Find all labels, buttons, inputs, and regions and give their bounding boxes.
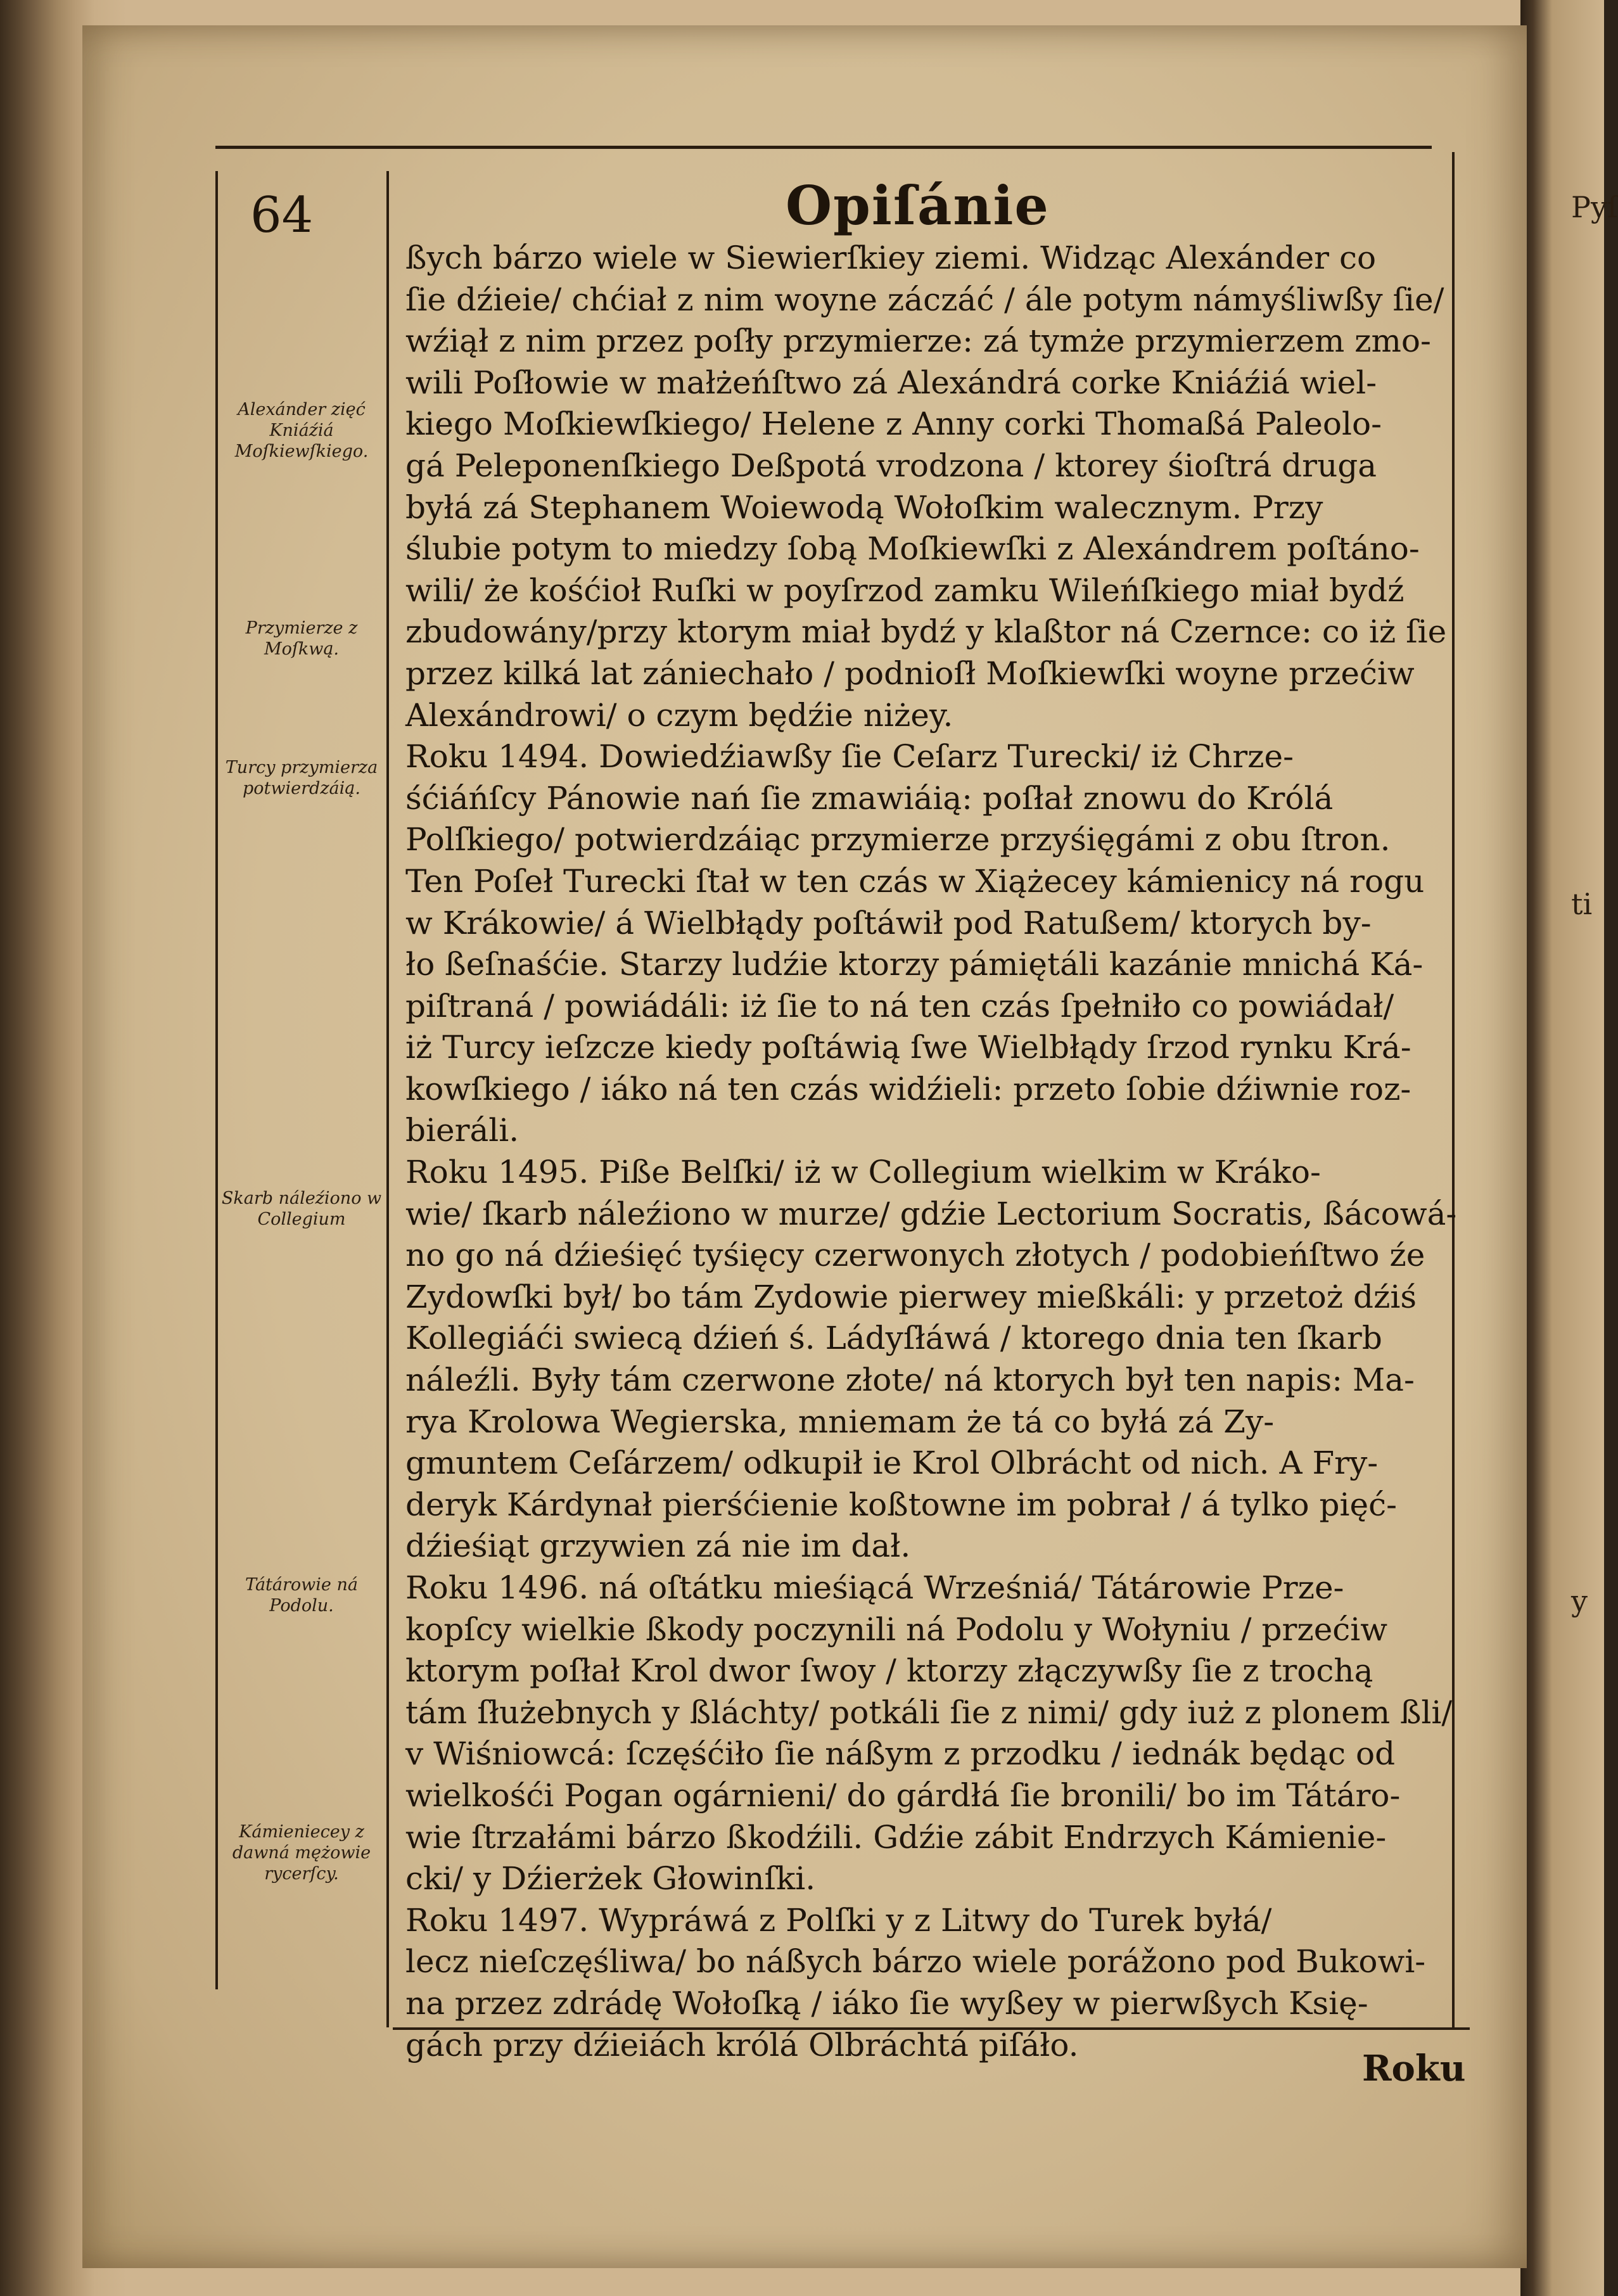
text-line: Roku 1496. ná oſtátku mieśiącá Wrześniá/ Tátárowie Prze- [405, 1569, 1344, 1606]
text-line: ślubie potym to miedzy ſobą Moſkiewſki z Alexándrem poſtáno- [405, 530, 1420, 568]
text-line: Ten Poſeł Turecki ſtał w ten czás w Xiążecey kámienicy ná rogu [405, 862, 1425, 900]
margin-note: Kámieniecey z dawná mężowie rycerſcy. [232, 1822, 371, 1884]
text-line: cki/ y Dźierżek Głowinſki. [405, 1860, 816, 1897]
text-line: lecz nieſczęśliwa/ bo náßych bárzo wiele porážono pod Bukowi- [405, 1943, 1426, 1980]
text-line: gmuntem Ceſárzem/ odkupił ie Krol Olbrácht od nich. A Fry- [405, 1445, 1379, 1482]
text-line: gá Peleponenſkiego Deßpotá vrodzona / ktorey śioſtrá druga [405, 447, 1377, 484]
margin-note: Alexánder zięć Kniáźiá Moſkiewſkiego. [234, 400, 369, 461]
page-number: 64 [250, 187, 314, 244]
text-line: rya Krolowa Wegierska, mniemam że tá co byłá zá Zy- [405, 1403, 1275, 1440]
text-line: kiego Moſkiewſkiego/ Helene z Anny corki Thomaßá Paleolo- [405, 405, 1382, 443]
top-rule [215, 146, 1432, 149]
text-line: deryk Kárdynał pierśćienie koßtowne im pobrał / á tylko pięć- [405, 1486, 1398, 1523]
catchword: Roku [1362, 2048, 1466, 2089]
text-line: byłá zá Stephanem Woiewodą Wołoſkim walecznym. Przy [405, 488, 1323, 526]
text-line: wie ſtrzałámi bárzo ßkodźili. Gdźie zábit Endrzych Kámienie- [405, 1818, 1387, 1856]
text-line: śćiáńſcy Pánowie nań ſie zmawiáią: poſłał znowu do Królá [405, 779, 1334, 817]
margin-note: Przymierze z Moſkwą. [245, 618, 358, 659]
facing-page-fragment: ti [1571, 887, 1593, 921]
text-line: bieráli. [405, 1112, 519, 1149]
text-line: kopſcy wielkie ßkody poczynili ná Podolu y Wołyniu / przećiw [405, 1610, 1388, 1648]
text-line: zbudowány/przy ktorym miał bydź y klaßtor ná Czernce: co iż ſie [405, 613, 1447, 651]
text-line: Kollegiáći swiecą dźień ś. Ládyſłáwá / ktorego dnia ten ſkarb [405, 1320, 1382, 1357]
body-text [405, 238, 1457, 2066]
text-line: Zydowſki był/ bo tám Zydowie pierwey mießkáli: y przetoż dźiś [405, 1278, 1417, 1315]
text-line: wźiął z nim przez poſły przymierze: zá tymże przymierzem zmo- [405, 322, 1431, 360]
text-line: wielkośći Pogan ogárnieni/ do gárdłá ſie bronili/ bo im Tátáro- [405, 1776, 1401, 1814]
text-line: w Krákowie/ á Wielbłądy poſtáwił pod Ratußem/ ktorych by- [405, 904, 1372, 941]
text-line: kowſkiego / iáko ná ten czás widźieli: przeto ſobie dźiwnie roz- [405, 1070, 1411, 1107]
text-line: tám ſłużebnych y ßláchty/ potkáli ſie z nimi/ gdy iuż z plonem ßli/ [405, 1693, 1453, 1731]
text-line: ło ßeſnaśćie. Starzy ludźie ktorzy pámiętáli kazánie mnichá Ká- [405, 946, 1424, 983]
text-line: dźieśiąt grzywien zá nie im dał. [405, 1527, 911, 1565]
text-line: piſtraná / powiádáli: iż ſie to ná ten czás ſpełniło co powiádał/ [405, 987, 1394, 1024]
text-line: ſie dźieie/ chćiał z nim woyne záczáć / ále potym námyśliwßy ſie/ [405, 281, 1444, 318]
text-line: wili/ że kośćioł Ruſki w poyſrzod zamku Wileńſkiego miał bydź [405, 571, 1405, 609]
text-line: Alexándrowi/ o czym będźie niżey. [405, 696, 953, 734]
text-line: Polſkiego/ potwierdzáiąc przymierze przyśięgámi z obu ſtron. [405, 821, 1391, 858]
facing-page-fragment: Pyſ [1571, 190, 1618, 224]
text-line: ßych bárzo wiele w Siewierſkiey ziemi. Widząc Alexánder co [405, 239, 1377, 276]
text-line: wie/ ſkarb náleźiono w murze/ gdźie Lectorium Socratis, ßácowá- [405, 1195, 1457, 1232]
text-line: wili Poſłowie w małżeńſtwo zá Alexándrá corke Kniáźiá wiel- [405, 364, 1377, 401]
text-line: v Wiśniowcá: ſczęśćiło ſie náßym z przodku / iednák będąc od [405, 1735, 1396, 1773]
facing-page-fragment: y [1571, 1584, 1588, 1618]
text-line: na przez zdrádę Wołoſką / iáko ſie wyßey w pierwßych Księ- [405, 1984, 1368, 2022]
text-line: náleźli. Były tám czerwone złote/ ná ktorych był ten napis: Ma- [405, 1362, 1415, 1399]
text-line: Roku 1495. Piße Belſki/ iż w Collegium wielkim w Kráko- [405, 1154, 1321, 1191]
facing-page-edge [1520, 0, 1618, 2296]
text-line: iż Turcy ieſzcze kiedy poſtáwią ſwe Wielbłądy ſrzod rynku Krá- [405, 1029, 1411, 1066]
text-line: Roku 1497. Wypráwá z Polſki y z Litwy do Turek byłá/ [405, 1901, 1272, 1939]
margin-note: Tátárowie ná Podolu. [245, 1575, 358, 1616]
text-line: przez kilká lat zániechało / podnioſł Moſkiewſki woyne przećiw [405, 654, 1415, 692]
text-line: no go ná dźieśięć tyśięcy czerwonych złotych / podobieńſtwo źe [405, 1237, 1425, 1274]
text-line: Roku 1494. Dowiedźiawßy ſie Ceſarz Turecki/ iż Chrze- [405, 738, 1294, 775]
margin-note: Turcy przymierza potwierdzáią. [225, 758, 378, 798]
text-line: gách przy dźieiách królá Olbráchtá piſáło. [405, 2026, 1079, 2063]
running-head: Opiſánie [786, 174, 1050, 237]
text-line: ktorym poſłał Krol dwor ſwoy / ktorzy złączywßy ſie z trochą [405, 1652, 1373, 1690]
margin-note: Skarb náleźiono w Collegium [221, 1189, 382, 1229]
